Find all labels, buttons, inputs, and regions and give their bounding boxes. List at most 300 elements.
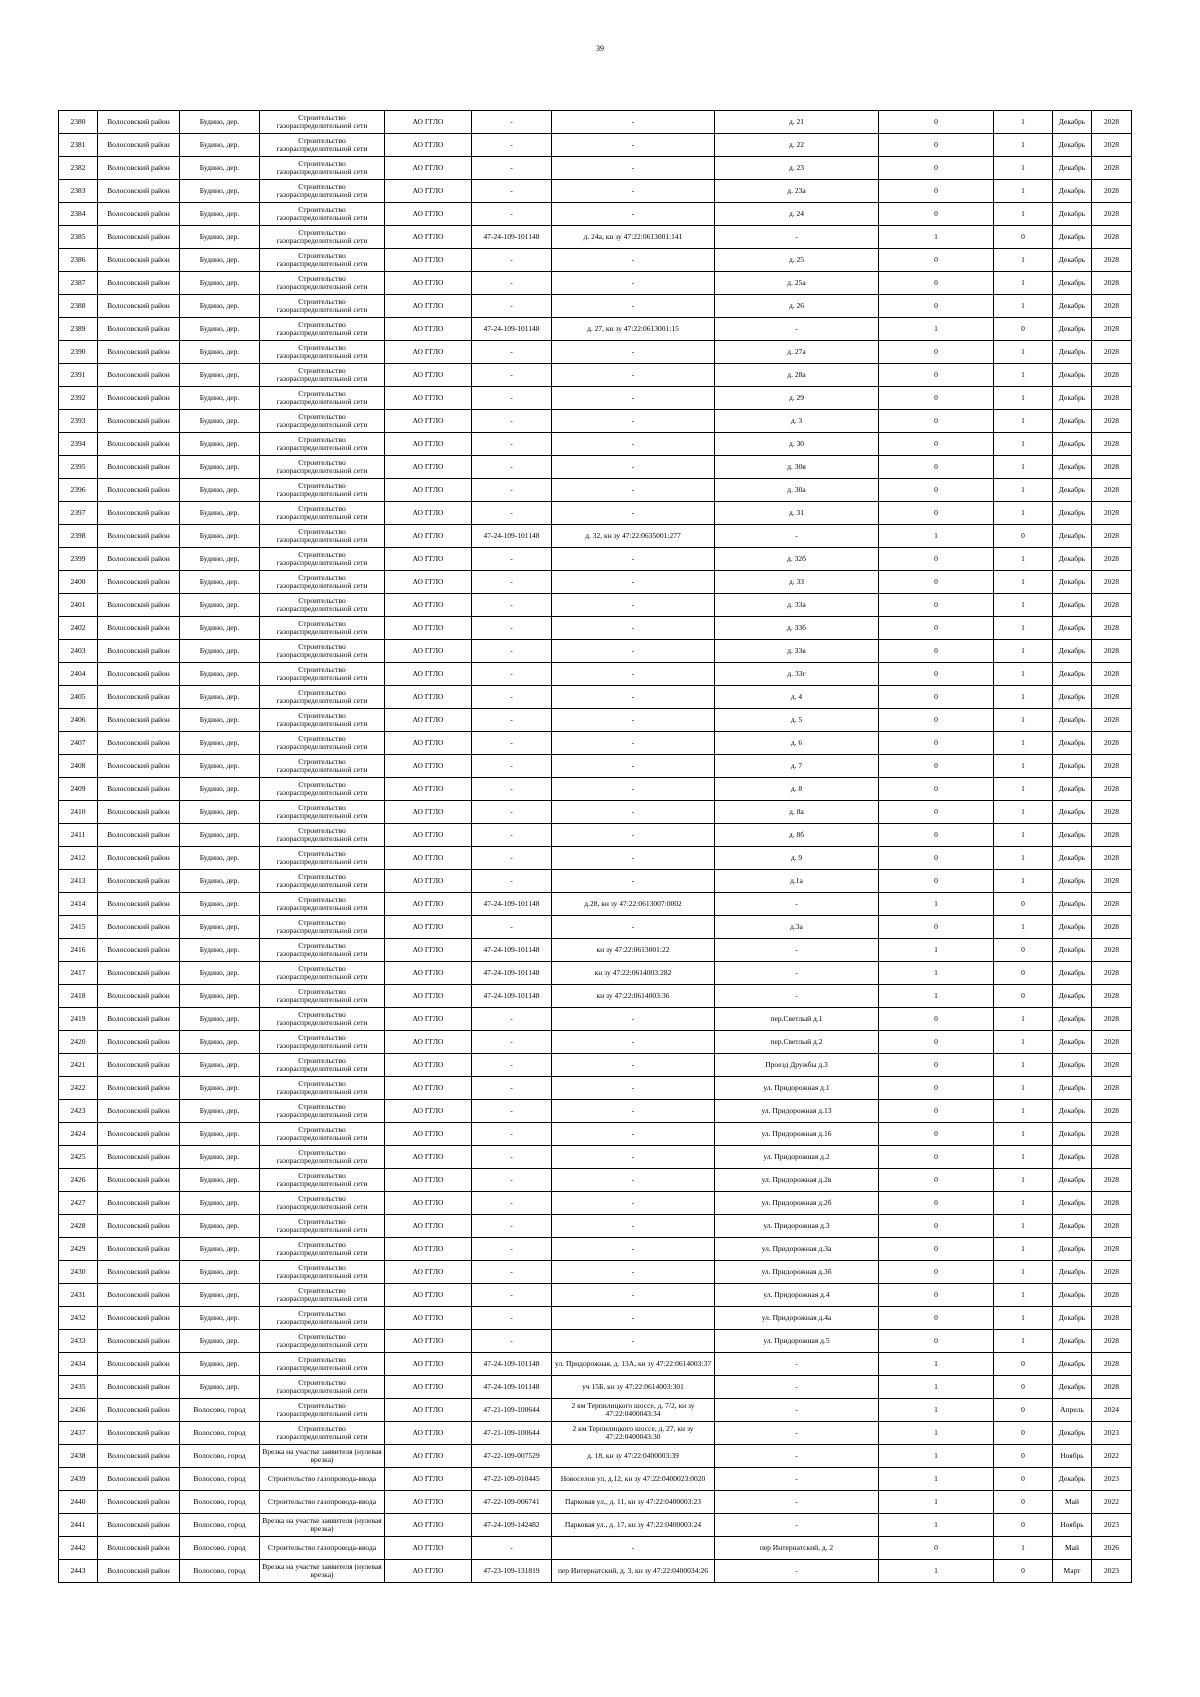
contract-number-cell: 47-22-109-006741 (472, 1491, 552, 1514)
contract-number-cell: - (472, 295, 552, 318)
work-type-cell: Строительство газораспределительной сети (260, 939, 385, 962)
cadastral-address-cell: - (552, 571, 715, 594)
contract-number-cell: - (472, 594, 552, 617)
house-address-cell: д.3а (715, 916, 879, 939)
count-a-cell: 1 (879, 1491, 994, 1514)
organization-cell: АО ГГЛО (385, 1422, 472, 1445)
settlement-cell: Будино, дер. (180, 801, 260, 824)
count-a-cell: 0 (879, 1330, 994, 1353)
district-cell: Волосовский район (98, 1146, 180, 1169)
count-a-cell: 0 (879, 1123, 994, 1146)
organization-cell: АО ГГЛО (385, 709, 472, 732)
cadastral-address-cell: - (552, 134, 715, 157)
count-b-cell: 0 (994, 1353, 1053, 1376)
month-cell: Декабрь (1053, 870, 1092, 893)
district-cell: Волосовский район (98, 272, 180, 295)
count-a-cell: 0 (879, 824, 994, 847)
contract-number-cell: - (472, 111, 552, 134)
work-type-cell: Строительство газораспределительной сети (260, 249, 385, 272)
work-type-cell: Строительство газораспределительной сети (260, 341, 385, 364)
organization-cell: АО ГГЛО (385, 1514, 472, 1537)
work-type-cell: Строительство газораспределительной сети (260, 1100, 385, 1123)
cadastral-address-cell: - (552, 433, 715, 456)
month-cell: Декабрь (1053, 1054, 1092, 1077)
table-row (59, 387, 1132, 410)
month-cell: Декабрь (1053, 1261, 1092, 1284)
count-b-cell: 1 (994, 1261, 1053, 1284)
count-b-cell: 1 (994, 1031, 1053, 1054)
month-cell: Март (1053, 1560, 1092, 1583)
table-row (59, 1307, 1132, 1330)
contract-number-cell: - (472, 1261, 552, 1284)
cadastral-address-cell: Новоселов ул, д.12, кн зу 47:22:0400023:0020 (552, 1468, 715, 1491)
contract-number-cell: - (472, 847, 552, 870)
month-cell: Декабрь (1053, 824, 1092, 847)
count-a-cell: 1 (879, 226, 994, 249)
cadastral-address-cell: 2 км Терпилицкого шоссе, д. 7/2, кн зу 47:22:0400043:34 (552, 1399, 715, 1422)
row-number-cell: 2403 (59, 640, 98, 663)
work-type-cell: Строительство газопровода-ввода (260, 1537, 385, 1560)
work-type-cell: Строительство газораспределительной сети (260, 525, 385, 548)
contract-number-cell: - (472, 1307, 552, 1330)
table-row (59, 1445, 1132, 1468)
year-cell: 2028 (1092, 1353, 1132, 1376)
settlement-cell: Будино, дер. (180, 410, 260, 433)
table-row (59, 341, 1132, 364)
row-number-cell: 2386 (59, 249, 98, 272)
month-cell: Декабрь (1053, 1169, 1092, 1192)
count-a-cell: 0 (879, 456, 994, 479)
count-a-cell: 1 (879, 1353, 994, 1376)
organization-cell: АО ГГЛО (385, 1307, 472, 1330)
district-cell: Волосовский район (98, 594, 180, 617)
count-a-cell: 0 (879, 732, 994, 755)
organization-cell: АО ГГЛО (385, 157, 472, 180)
count-a-cell: 0 (879, 847, 994, 870)
district-cell: Волосовский район (98, 870, 180, 893)
settlement-cell: Волосово, город (180, 1468, 260, 1491)
year-cell: 2028 (1092, 433, 1132, 456)
count-a-cell: 0 (879, 433, 994, 456)
work-type-cell: Строительство газораспределительной сети (260, 318, 385, 341)
count-b-cell: 1 (994, 548, 1053, 571)
district-cell: Волосовский район (98, 1353, 180, 1376)
count-a-cell: 0 (879, 272, 994, 295)
settlement-cell: Будино, дер. (180, 157, 260, 180)
organization-cell: АО ГГЛО (385, 1330, 472, 1353)
month-cell: Декабрь (1053, 594, 1092, 617)
year-cell: 2026 (1092, 1537, 1132, 1560)
district-cell: Волосовский район (98, 1422, 180, 1445)
year-cell: 2028 (1092, 640, 1132, 663)
work-type-cell: Строительство газораспределительной сети (260, 709, 385, 732)
count-b-cell: 1 (994, 203, 1053, 226)
year-cell: 2028 (1092, 939, 1132, 962)
count-b-cell: 1 (994, 157, 1053, 180)
contract-number-cell: - (472, 1215, 552, 1238)
settlement-cell: Будино, дер. (180, 594, 260, 617)
settlement-cell: Будино, дер. (180, 134, 260, 157)
organization-cell: АО ГГЛО (385, 502, 472, 525)
work-type-cell: Строительство газораспределительной сети (260, 502, 385, 525)
house-address-cell: ул. Придорожная д.3б (715, 1261, 879, 1284)
work-type-cell: Строительство газораспределительной сети (260, 1008, 385, 1031)
cadastral-address-cell: - (552, 1054, 715, 1077)
cadastral-address-cell: - (552, 686, 715, 709)
contract-number-cell: 47-24-109-101148 (472, 525, 552, 548)
district-cell: Волосовский район (98, 387, 180, 410)
work-type-cell: Строительство газораспределительной сети (260, 1307, 385, 1330)
count-b-cell: 1 (994, 686, 1053, 709)
cadastral-address-cell: - (552, 594, 715, 617)
month-cell: Декабрь (1053, 916, 1092, 939)
month-cell: Декабрь (1053, 249, 1092, 272)
contract-number-cell: 47-24-109-101148 (472, 939, 552, 962)
year-cell: 2028 (1092, 456, 1132, 479)
district-cell: Волосовский район (98, 433, 180, 456)
work-type-cell: Строительство газораспределительной сети (260, 1146, 385, 1169)
year-cell: 2023 (1092, 1422, 1132, 1445)
district-cell: Волосовский район (98, 157, 180, 180)
work-type-cell: Строительство газораспределительной сети (260, 456, 385, 479)
cadastral-address-cell: кн зу 47:22:0613001:22 (552, 939, 715, 962)
table-row (59, 732, 1132, 755)
settlement-cell: Будино, дер. (180, 916, 260, 939)
cadastral-address-cell: - (552, 456, 715, 479)
table-row (59, 916, 1132, 939)
cadastral-address-cell: - (552, 341, 715, 364)
district-cell: Волосовский район (98, 1054, 180, 1077)
count-b-cell: 1 (994, 1077, 1053, 1100)
row-number-cell: 2423 (59, 1100, 98, 1123)
work-type-cell: Строительство газораспределительной сети (260, 916, 385, 939)
row-number-cell: 2425 (59, 1146, 98, 1169)
settlement-cell: Будино, дер. (180, 203, 260, 226)
work-type-cell: Строительство газораспределительной сети (260, 617, 385, 640)
row-number-cell: 2409 (59, 778, 98, 801)
settlement-cell: Будино, дер. (180, 1146, 260, 1169)
house-address-cell: д. 4 (715, 686, 879, 709)
row-number-cell: 2402 (59, 617, 98, 640)
year-cell: 2028 (1092, 1330, 1132, 1353)
settlement-cell: Будино, дер. (180, 1031, 260, 1054)
organization-cell: АО ГГЛО (385, 1008, 472, 1031)
contract-number-cell: - (472, 1123, 552, 1146)
cadastral-address-cell: - (552, 663, 715, 686)
month-cell: Декабрь (1053, 1008, 1092, 1031)
month-cell: Декабрь (1053, 801, 1092, 824)
year-cell: 2023 (1092, 1560, 1132, 1583)
organization-cell: АО ГГЛО (385, 571, 472, 594)
cadastral-address-cell: - (552, 1100, 715, 1123)
table-row (59, 709, 1132, 732)
settlement-cell: Будино, дер. (180, 755, 260, 778)
contract-number-cell: - (472, 1031, 552, 1054)
row-number-cell: 2390 (59, 341, 98, 364)
cadastral-address-cell: - (552, 479, 715, 502)
district-cell: Волосовский район (98, 1215, 180, 1238)
row-number-cell: 2405 (59, 686, 98, 709)
district-cell: Волосовский район (98, 1008, 180, 1031)
table-row (59, 985, 1132, 1008)
work-type-cell: Строительство газораспределительной сети (260, 387, 385, 410)
cadastral-address-cell: - (552, 870, 715, 893)
contract-number-cell: - (472, 272, 552, 295)
house-address-cell: д. 31 (715, 502, 879, 525)
work-type-cell: Строительство газораспределительной сети (260, 778, 385, 801)
settlement-cell: Будино, дер. (180, 1054, 260, 1077)
year-cell: 2028 (1092, 1100, 1132, 1123)
month-cell: Декабрь (1053, 939, 1092, 962)
year-cell: 2028 (1092, 801, 1132, 824)
cadastral-address-cell: д. 27, кн зу 47:22:0613001:15 (552, 318, 715, 341)
cadastral-address-cell: - (552, 272, 715, 295)
row-number-cell: 2394 (59, 433, 98, 456)
house-address-cell: д. 28а (715, 364, 879, 387)
house-address-cell: - (715, 1353, 879, 1376)
organization-cell: АО ГГЛО (385, 1100, 472, 1123)
month-cell: Декабрь (1053, 341, 1092, 364)
count-b-cell: 1 (994, 801, 1053, 824)
district-cell: Волосовский район (98, 824, 180, 847)
count-b-cell: 1 (994, 1307, 1053, 1330)
settlement-cell: Будино, дер. (180, 364, 260, 387)
house-address-cell: ул. Придорожная д.4 (715, 1284, 879, 1307)
district-cell: Волосовский район (98, 985, 180, 1008)
district-cell: Волосовский район (98, 916, 180, 939)
work-type-cell: Строительство газораспределительной сети (260, 295, 385, 318)
organization-cell: АО ГГЛО (385, 939, 472, 962)
house-address-cell: ул. Придорожная д.1 (715, 1077, 879, 1100)
year-cell: 2028 (1092, 479, 1132, 502)
work-type-cell: Строительство газораспределительной сети (260, 1215, 385, 1238)
month-cell: Декабрь (1053, 893, 1092, 916)
table-row (59, 1077, 1132, 1100)
work-type-cell: Врезка на участке заявителя (нулевая врезка) (260, 1560, 385, 1583)
contract-number-cell: - (472, 548, 552, 571)
row-number-cell: 2391 (59, 364, 98, 387)
settlement-cell: Волосово, город (180, 1560, 260, 1583)
contract-number-cell: - (472, 801, 552, 824)
row-number-cell: 2429 (59, 1238, 98, 1261)
year-cell: 2028 (1092, 1238, 1132, 1261)
house-address-cell: ул. Придорожная д.4а (715, 1307, 879, 1330)
count-a-cell: 0 (879, 203, 994, 226)
settlement-cell: Будино, дер. (180, 778, 260, 801)
count-b-cell: 1 (994, 1100, 1053, 1123)
house-address-cell: д. 26 (715, 295, 879, 318)
contract-number-cell: 47-22-109-007529 (472, 1445, 552, 1468)
house-address-cell: д. 8а (715, 801, 879, 824)
table-row (59, 249, 1132, 272)
district-cell: Волосовский район (98, 1514, 180, 1537)
house-address-cell: - (715, 1514, 879, 1537)
settlement-cell: Будино, дер. (180, 180, 260, 203)
contract-number-cell: - (472, 709, 552, 732)
table-row (59, 801, 1132, 824)
settlement-cell: Будино, дер. (180, 939, 260, 962)
count-b-cell: 1 (994, 410, 1053, 433)
count-a-cell: 0 (879, 916, 994, 939)
row-number-cell: 2414 (59, 893, 98, 916)
count-b-cell: 0 (994, 1422, 1053, 1445)
cadastral-address-cell: - (552, 640, 715, 663)
count-b-cell: 1 (994, 341, 1053, 364)
month-cell: Декабрь (1053, 640, 1092, 663)
house-address-cell: д. 25 (715, 249, 879, 272)
row-number-cell: 2385 (59, 226, 98, 249)
house-address-cell: ул. Придорожная д.2 (715, 1146, 879, 1169)
count-a-cell: 0 (879, 709, 994, 732)
organization-cell: АО ГГЛО (385, 640, 472, 663)
organization-cell: АО ГГЛО (385, 594, 472, 617)
house-address-cell: пер.Светлый д.1 (715, 1008, 879, 1031)
month-cell: Декабрь (1053, 157, 1092, 180)
year-cell: 2028 (1092, 1031, 1132, 1054)
row-number-cell: 2438 (59, 1445, 98, 1468)
organization-cell: АО ГГЛО (385, 203, 472, 226)
cadastral-address-cell: - (552, 1031, 715, 1054)
cadastral-address-cell: - (552, 364, 715, 387)
settlement-cell: Волосово, город (180, 1491, 260, 1514)
month-cell: Ноябрь (1053, 1514, 1092, 1537)
row-number-cell: 2401 (59, 594, 98, 617)
district-cell: Волосовский район (98, 847, 180, 870)
count-b-cell: 1 (994, 479, 1053, 502)
row-number-cell: 2427 (59, 1192, 98, 1215)
count-b-cell: 0 (994, 318, 1053, 341)
month-cell: Декабрь (1053, 272, 1092, 295)
house-address-cell: д. 29 (715, 387, 879, 410)
work-type-cell: Строительство газораспределительной сети (260, 1284, 385, 1307)
row-number-cell: 2384 (59, 203, 98, 226)
contract-number-cell: - (472, 203, 552, 226)
table-row (59, 1146, 1132, 1169)
count-a-cell: 0 (879, 594, 994, 617)
table-row (59, 134, 1132, 157)
house-address-cell: д. 33 (715, 571, 879, 594)
work-type-cell: Строительство газораспределительной сети (260, 410, 385, 433)
house-address-cell: д. 23а (715, 180, 879, 203)
month-cell: Апрель (1053, 1399, 1092, 1422)
count-b-cell: 0 (994, 985, 1053, 1008)
count-b-cell: 1 (994, 1330, 1053, 1353)
contract-number-cell: - (472, 824, 552, 847)
count-a-cell: 1 (879, 1560, 994, 1583)
row-number-cell: 2380 (59, 111, 98, 134)
year-cell: 2028 (1092, 686, 1132, 709)
year-cell: 2028 (1092, 962, 1132, 985)
count-a-cell: 0 (879, 870, 994, 893)
contract-number-cell: 47-21-109-100644 (472, 1399, 552, 1422)
table-row (59, 778, 1132, 801)
row-number-cell: 2389 (59, 318, 98, 341)
year-cell: 2028 (1092, 111, 1132, 134)
year-cell: 2028 (1092, 295, 1132, 318)
contract-number-cell: - (472, 755, 552, 778)
organization-cell: АО ГГЛО (385, 732, 472, 755)
organization-cell: АО ГГЛО (385, 1399, 472, 1422)
settlement-cell: Будино, дер. (180, 295, 260, 318)
cadastral-address-cell: - (552, 1238, 715, 1261)
settlement-cell: Будино, дер. (180, 640, 260, 663)
house-address-cell: д. 33г (715, 663, 879, 686)
month-cell: Май (1053, 1537, 1092, 1560)
contract-number-cell: - (472, 1146, 552, 1169)
month-cell: Декабрь (1053, 433, 1092, 456)
organization-cell: АО ГГЛО (385, 1376, 472, 1399)
count-b-cell: 1 (994, 916, 1053, 939)
district-cell: Волосовский район (98, 1445, 180, 1468)
count-a-cell: 1 (879, 1514, 994, 1537)
month-cell: Декабрь (1053, 1192, 1092, 1215)
work-type-cell: Строительство газораспределительной сети (260, 847, 385, 870)
organization-cell: АО ГГЛО (385, 226, 472, 249)
district-cell: Волосовский район (98, 1307, 180, 1330)
settlement-cell: Волосово, город (180, 1422, 260, 1445)
cadastral-address-cell: - (552, 1146, 715, 1169)
count-b-cell: 1 (994, 617, 1053, 640)
contract-number-cell: 47-24-109-101148 (472, 318, 552, 341)
count-a-cell: 0 (879, 548, 994, 571)
table-row (59, 847, 1132, 870)
contract-number-cell: - (472, 134, 552, 157)
district-cell: Волосовский район (98, 1491, 180, 1514)
count-a-cell: 0 (879, 1054, 994, 1077)
cadastral-address-cell: - (552, 1077, 715, 1100)
work-type-cell: Строительство газораспределительной сети (260, 1031, 385, 1054)
district-cell: Волосовский район (98, 1330, 180, 1353)
row-number-cell: 2422 (59, 1077, 98, 1100)
month-cell: Декабрь (1053, 387, 1092, 410)
count-a-cell: 0 (879, 479, 994, 502)
table-row (59, 1284, 1132, 1307)
work-type-cell: Строительство газораспределительной сети (260, 1399, 385, 1422)
year-cell: 2028 (1092, 755, 1132, 778)
table-row (59, 1031, 1132, 1054)
house-address-cell: д. 8б (715, 824, 879, 847)
row-number-cell: 2407 (59, 732, 98, 755)
month-cell: Декабрь (1053, 548, 1092, 571)
work-type-cell: Врезка на участке заявителя (нулевая врезка) (260, 1445, 385, 1468)
count-b-cell: 0 (994, 525, 1053, 548)
row-number-cell: 2441 (59, 1514, 98, 1537)
count-b-cell: 0 (994, 1468, 1053, 1491)
cadastral-address-cell: ул. Придорожная, д. 13А, кн зу 47:22:0614003:37 (552, 1353, 715, 1376)
count-b-cell: 0 (994, 1376, 1053, 1399)
count-b-cell: 1 (994, 364, 1053, 387)
cadastral-address-cell: кн зу 47:22:0614003:282 (552, 962, 715, 985)
district-cell: Волосовский район (98, 962, 180, 985)
year-cell: 2028 (1092, 709, 1132, 732)
count-b-cell: 1 (994, 433, 1053, 456)
year-cell: 2028 (1092, 226, 1132, 249)
table-row (59, 433, 1132, 456)
work-type-cell: Строительство газораспределительной сети (260, 640, 385, 663)
work-type-cell: Строительство газораспределительной сети (260, 111, 385, 134)
row-number-cell: 2382 (59, 157, 98, 180)
count-b-cell: 1 (994, 1284, 1053, 1307)
district-cell: Волосовский район (98, 134, 180, 157)
house-address-cell: - (715, 318, 879, 341)
organization-cell: АО ГГЛО (385, 1192, 472, 1215)
work-type-cell: Строительство газораспределительной сети (260, 755, 385, 778)
count-b-cell: 1 (994, 111, 1053, 134)
district-cell: Волосовский район (98, 893, 180, 916)
cadastral-address-cell: - (552, 1123, 715, 1146)
contract-number-cell: 47-24-109-101148 (472, 1376, 552, 1399)
count-a-cell: 0 (879, 1238, 994, 1261)
